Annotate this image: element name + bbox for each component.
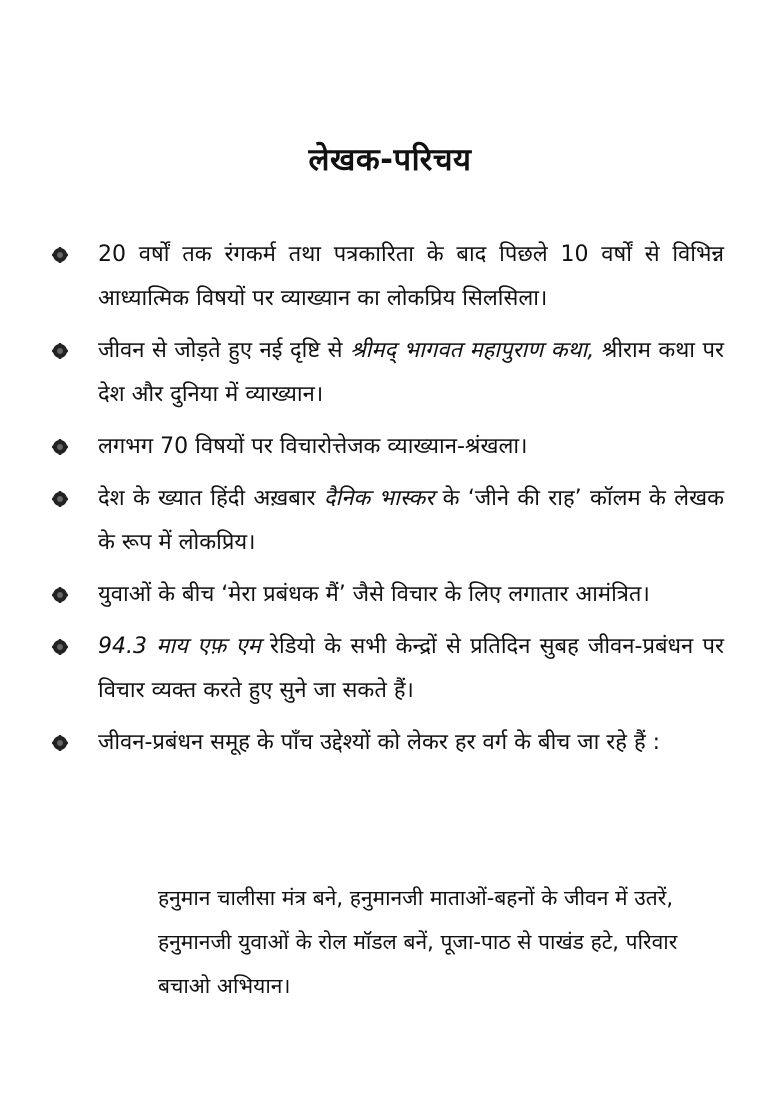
item-italic-text: श्रीमद् भागवत महापुराण कथा, bbox=[350, 338, 595, 363]
item-italic-text: दैनिक भास्कर bbox=[323, 486, 435, 511]
list-item bbox=[52, 329, 724, 417]
item-text-rest: के ‘जीने की राह’ कॉलम के लेखक के रूप में लोकप्रिय। bbox=[98, 486, 724, 555]
flower-bullet-icon bbox=[52, 735, 68, 751]
list-item bbox=[52, 233, 724, 321]
flower-bullet-icon bbox=[52, 587, 68, 603]
objectives-block: हनुमान चालीसा मंत्र बने, हनुमानजी माताओं-बहनों के जीवन में उतरें, हनुमानजी युवाओं के रोल मॉडल बनें, पूजा-पाठ से पाखंड हटे, परिवार बचाओ अभियान। bbox=[158, 886, 678, 998]
item-text: जीवन-प्रबंधन समूह के पाँच उद्देश्यों को लेकर हर वर्ग के बीच जा रहे हैं : bbox=[98, 730, 661, 755]
flower-bullet-icon bbox=[52, 491, 68, 507]
item-text: 20 वर्षों तक रंगकर्म तथा पत्रकारिता के बाद पिछले 10 वर्षों से विभिन्न आध्यात्मिक विषयों पर व्याख्यान का लोकप्रिय सिलसिला। bbox=[98, 242, 724, 311]
list-item bbox=[52, 625, 724, 713]
bullet-list bbox=[52, 233, 724, 773]
item-text: देश के ख्यात हिंदी अख़बार bbox=[98, 486, 324, 511]
list-item bbox=[52, 477, 724, 565]
item-text: युवाओं के बीच ‘मेरा प्रबंधक मैं’ जैसे विचार के लिए लगातार आमंत्रित। bbox=[98, 582, 650, 607]
item-text-rest: श्रीराम कथा पर देश और दुनिया में व्याख्यान। bbox=[98, 338, 724, 407]
item-text: लगभग 70 विषयों पर विचारोत्तेजक व्याख्यान-श्रंखला। bbox=[98, 434, 528, 459]
flower-bullet-icon bbox=[52, 439, 68, 455]
list-item bbox=[52, 573, 724, 617]
page-title: लेखक-परिचय bbox=[308, 142, 472, 178]
item-italic-text: 94.3 माय एफ़ एम bbox=[98, 634, 261, 659]
item-text: जीवन से जोड़ते हुए नई दृष्टि से bbox=[98, 338, 351, 363]
item-text-rest: रेडियो के सभी केन्द्रों से प्रतिदिन सुबह जीवन-प्रबंधन पर विचार व्यक्त करते हुए सुने जा सकते हैं। bbox=[98, 634, 725, 703]
flower-bullet-icon bbox=[52, 343, 68, 359]
list-item bbox=[52, 425, 724, 469]
flower-bullet-icon bbox=[52, 247, 68, 263]
list-item bbox=[52, 721, 724, 765]
flower-bullet-icon bbox=[52, 639, 68, 655]
